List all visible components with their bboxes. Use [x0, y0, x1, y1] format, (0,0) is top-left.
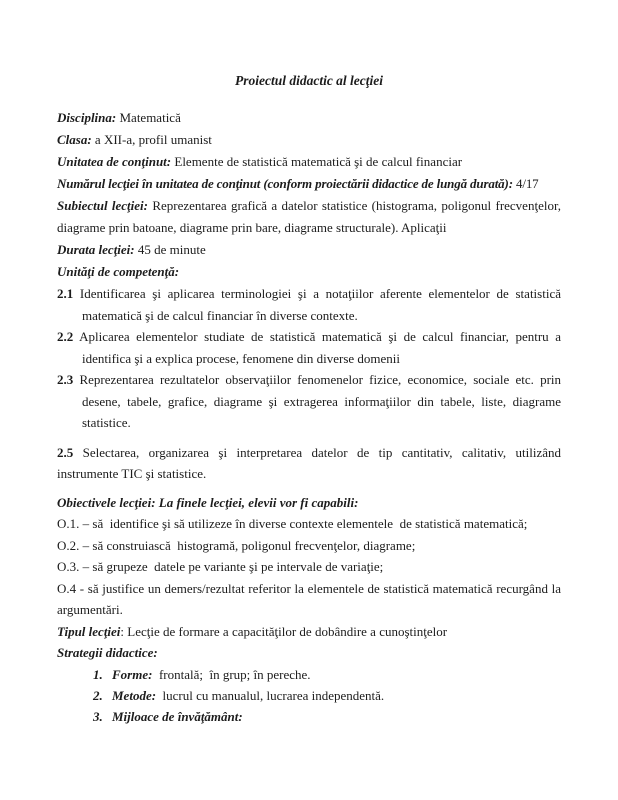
obiectiv-1: O.1. – să identifice şi să utilizeze în diverse contexte elementele de statistică matematică; [57, 516, 528, 531]
value-clasa: a XII-a, profil umanist [94, 132, 212, 147]
document-title: Proiectul didactic al lecţiei [234, 73, 384, 88]
heading-obiective-text: Obiectivele lecţiei: La finele lecţiei, elevii vor fi capabili: [57, 494, 359, 510]
competenta-2-2-text: Aplicarea elementelor studiate de statistică matematică şi de calcul financiar, pentru a identifica şi a explica procese, fenomene din diverse domenii [79, 329, 561, 366]
value-durata: 45 de minute [134, 242, 206, 257]
competenta-2-3 [57, 369, 561, 434]
obiectiv-3: O.3. – să grupeze datele pe variante şi pe intervale de variaţie; [57, 559, 384, 574]
para-disciplina [57, 107, 561, 129]
competenta-2-2 [57, 326, 561, 369]
heading-competente [57, 261, 561, 283]
strategie-forme-value: frontală; în grup; în pereche. [152, 666, 311, 682]
strategie-metode-label: Metode: [112, 687, 157, 703]
heading-strategii [57, 642, 561, 664]
strategie-mijloace [57, 706, 561, 727]
heading-strategii-text: Strategii didactice: [57, 645, 158, 660]
competenta-2-5 [57, 442, 561, 485]
label-unitatea: Unitatea de conţinut: [57, 154, 172, 169]
strategie-mijloace-label: Mijloace de învăţământ: [112, 708, 243, 724]
label-clasa: Clasa: [57, 132, 92, 147]
competenta-2-5-number: 2.5 [57, 444, 74, 460]
para-durata [57, 239, 561, 261]
value-subiectul: Reprezentarea grafică a datelor statistice (histograma, poligonul frecvenţelor, diagrame prin batoane, diagrame prin bare, diagrame structurale). Aplicaţii [57, 198, 562, 235]
value-unitatea: Elemente de statistică matematică şi de calcul financiar [174, 154, 463, 169]
value-disciplina: Matematică [119, 110, 181, 125]
para-numarul [57, 173, 561, 195]
para-tipul [57, 621, 561, 643]
label-subiectul: Subiectul lecţiei: [57, 198, 148, 213]
document-content [57, 72, 561, 727]
competenta-2-1-number: 2.1 [57, 286, 74, 301]
label-disciplina: Disciplina: [57, 110, 117, 125]
strategie-metode-number: 2. [93, 687, 103, 703]
strategie-metode [57, 685, 561, 706]
strategie-metode-value: lucrul cu manualul, lucrarea independentă. [156, 687, 385, 703]
para-subiectul [57, 195, 561, 239]
competenta-2-1-text: Identificarea şi aplicarea terminologiei şi a notaţiilor aferente elementelor de statistică matematică şi de calcul financiar în diverse contexte. [79, 286, 561, 323]
label-numarul: Numărul lecţiei în unitatea de conţinut (conform proiectării didactice de lungă durată): [57, 176, 513, 191]
strategie-mijloace-number: 3. [93, 708, 103, 724]
competenta-2-2-number: 2.2 [57, 329, 74, 344]
strategie-forme [57, 664, 561, 685]
para-unitatea [57, 151, 561, 173]
heading-competente-text: Unităţi de competenţă: [57, 264, 180, 279]
value-numarul: 4/17 [516, 176, 539, 191]
label-tipul: Tipul lecţiei [57, 623, 121, 639]
competenta-2-3-text: Reprezentarea rezultatelor observaţiilor fenomenelor fizice, economice, sociale etc. prin desene, tabele, grafice, diagrame şi extragerea informaţiilor din tabele, liste, diagrame statistice. [79, 372, 562, 430]
obiectiv-4: O.4 - să justifice un demers/rezultat referitor la elementele de statistică matematică recurgând la argumentări. [57, 580, 561, 617]
competenta-2-3-number: 2.3 [57, 372, 74, 387]
strategie-forme-number: 1. [93, 666, 103, 682]
obiectiv-2: O.2. – să construiască histogramă, poligonul frecvenţelor, diagrame; [57, 537, 416, 553]
value-tipul: : Lecţie de formare a capacităţilor de dobândire a cunoştinţelor [120, 623, 448, 639]
para-clasa [57, 129, 561, 151]
competenta-2-1 [57, 283, 561, 326]
heading-obiective [57, 492, 561, 514]
label-durata: Durata lecţiei: [57, 242, 135, 257]
competenta-2-5-text: Selectarea, organizarea şi interpretarea datelor de tip cantitativ, calitativ, utilizând instrumente TIC şi statistice. [57, 444, 561, 481]
strategie-forme-label: Forme: [112, 666, 153, 682]
